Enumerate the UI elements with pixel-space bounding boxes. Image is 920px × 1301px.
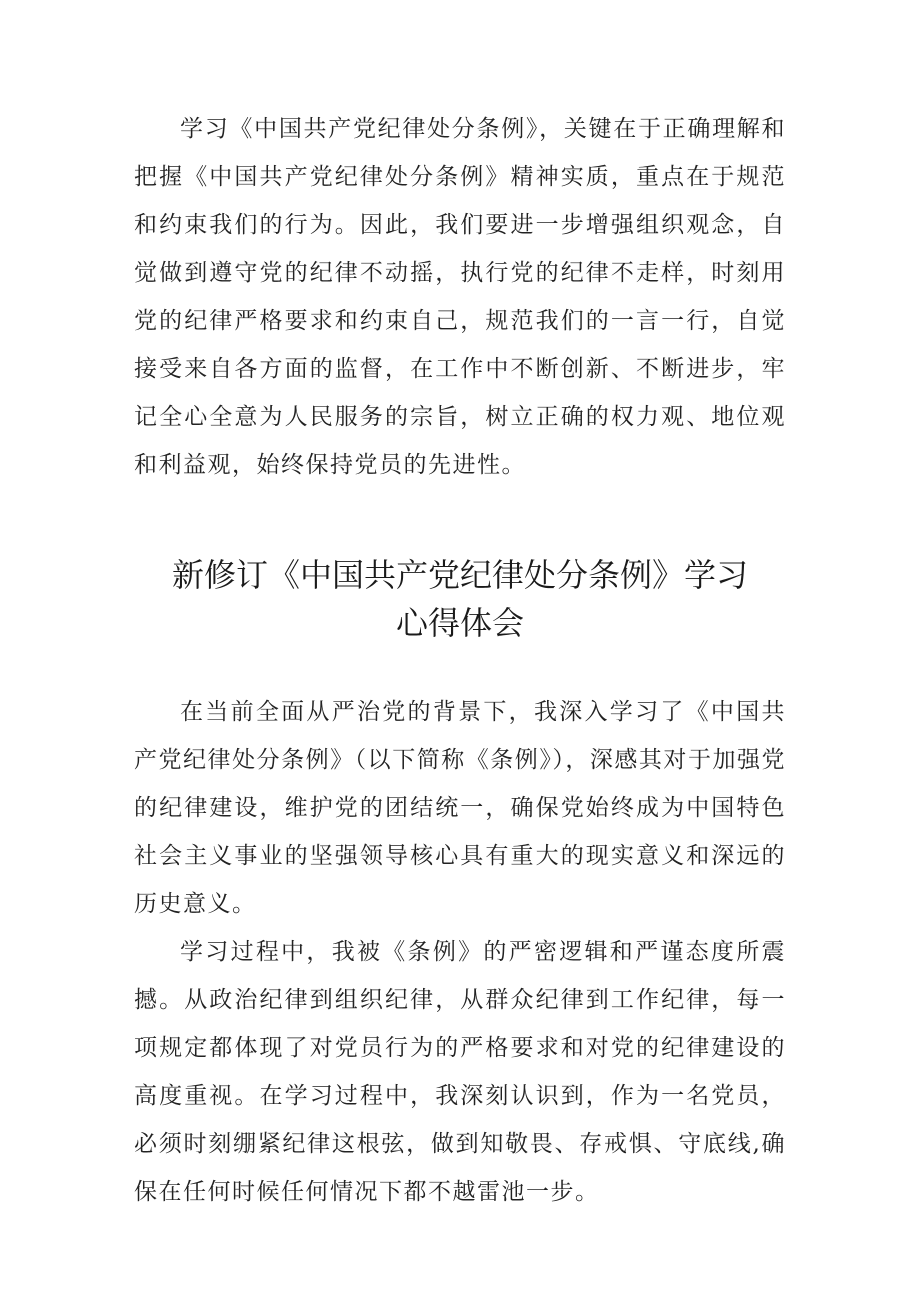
body-section: [134, 688, 786, 1216]
paragraph: 学习过程中，我被《条例》的严密逻辑和严谨态度所震撼。从政治纪律到组织纪律，从群众纪律到工作纪律，每一项规定都体现了对党员行为的严格要求和对党的纪律建设的高度重视。在学习过程中，我深刻认识到，作为一名党员，必须时刻绷紧纪律这根弦，做到知敬畏、存戒惧、守底线,确保在任何时候任何情况下都不越雷池一步。: [134, 939, 786, 1205]
title-line-1: 新修订《中国共产党纪律处分条例》学习: [171, 556, 748, 594]
title-line-2: 心得体会: [395, 604, 524, 642]
intro-section: [134, 105, 786, 489]
article-title: [110, 551, 810, 647]
paragraph: 学习《中国共产党纪律处分条例》，关键在于正确理解和把握《中国共产党纪律处分条例》精神实质，重点在于规范和约束我们的行为。因此，我们要进一步增强组织观念，自觉做到遵守党的纪律不动摇，执行党的纪律不走样，时刻用党的纪律严格要求和约束自己，规范我们的一言一行，自觉接受来自各方面的监督，在工作中不断创新、不断进步，牢记全心全意为人民服务的宗旨，树立正确的权力观、地位观和利益观，始终保持党员的先进性。: [134, 116, 786, 478]
paragraph: 在当前全面从严治党的背景下，我深入学习了《中国共产党纪律处分条例》（以下简称《条例》），深感其对于加强党的纪律建设，维护党的团结统一，确保党始终成为中国特色社会主义事业的坚强领导核心具有重大的现实意义和深远的历史意义。: [134, 699, 786, 917]
